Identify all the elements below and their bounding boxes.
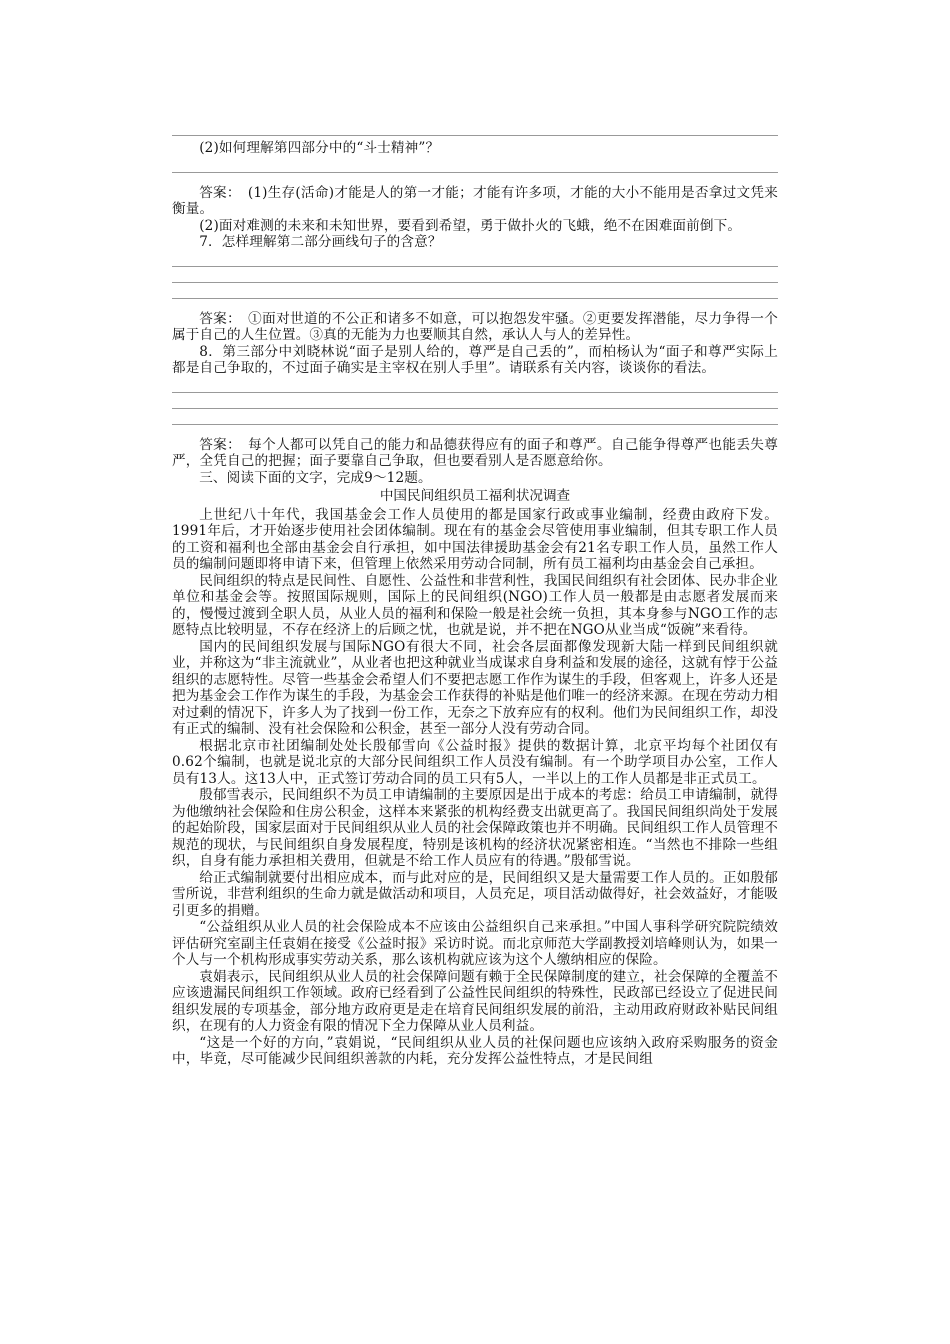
section-3-heading: 三、阅读下面的文字，完成9～12题。 [199,469,432,486]
question-6-part-2: (2)如何理解第四部分中的“斗士精神”？ [199,140,440,156]
article-title: 中国民间组织员工福利状况调查 [379,488,571,504]
answer-line [172,283,778,299]
answer-line [172,251,778,267]
answer-line [172,157,778,173]
answer-6-part-2: (2)面对难测的未来和未知世界，要看到希望，勇于做扑火的飞蛾，绝不在困难面前倒下。 [199,217,742,234]
article-paragraph-7: “公益组织从业人员的社会保险成本不应该由公益组织自己来承担。”中国人事科学研究院院绩效评估研究室副主任袁娟在接受《公益时报》采访时说。而北京师范大学副教授刘培峰则认为，如果一个人与一个机构形成事实劳动关系，那么该机构就应该为这个人缴纳相应的保险。 [172,919,778,968]
answer-6-part-1: 答案： (1)生存(活命)才能是人的第一才能；才能有许多项，才能的大小不能用是否拿过文凭来衡量。 [172,184,778,217]
answer-8: 答案： 每个人都可以凭自己的能力和品德获得应有的面子和尊严。自己能争得尊严也能丢失尊严，全凭自己的把握；面子要靠自己争取，但也要看别人是否愿意给你。 [172,436,778,469]
question-8: 8．第三部分中刘晓林说“面子是别人给的，尊严是自己丢的”，而柏杨认为“面子和尊严实际上都是自己争取的，不过面子确实是主宰权在别人手里”。请联系有关内容，谈谈你的看法。 [172,343,778,376]
article-paragraph-4: 根据北京市社团编制处处长殷郁雪向《公益时报》提供的数据计算，北京平均每个社团仅有0.62个编制，也就是说北京的大部分民间组织工作人员没有编制。有一个助学项目办公室，工作人员有13人。这13人中，正式签订劳动合同的员工只有5人，一半以上的工作人员都是非正式员工。 [172,737,778,787]
question-7: 7．怎样理解第二部分画线句子的含意？ [199,234,442,250]
answer-line [172,409,778,425]
answer-line [172,377,778,393]
article-paragraph-8: 袁娟表示，民间组织从业人员的社会保障问题有赖于全民保障制度的建立，社会保障的全覆盖不应该遗漏民间组织工作领域。政府已经看到了公益性民间组织的特殊性，民政部已经设立了促进民间组织发展的专项基金，部分地方政府更是走在培育民间组织发展的前沿，主动用政府财政补贴民间组织，在现有的人力资金有限的情况下全力保障从业人员利益。 [172,968,778,1034]
article-paragraph-5: 殷郁雪表示，民间组织不为员工申请编制的主要原因是出于成本的考虑：给员工申请编制，就得为他缴纳社会保险和住房公积金，这样本来紧张的机构经费支出就更高了。我国民间组织尚处于发展的起始阶段，国家层面对于民间组织从业人员的社会保障政策也并不明确。民间组织工作人员管理不规范的现状，与民间组织自身发展程度，特别是该机构的经济状况紧密相连。“当然也不排除一些组织，自身有能力承担相关费用，但就是不给工作人员应有的待遇。”殷郁雪说。 [172,787,778,869]
article-paragraph-1: 上世纪八十年代，我国基金会工作人员使用的都是国家行政或事业编制，经费由政府下发。1991年后，才开始逐步使用社会团体编制。现在有的基金会尽管使用事业编制，但其专职工作人员的工资和福利也全部由基金会自行承担，如中国法律援助基金会有21名专职工作人员，虽然工作人员的编制问题即将申请下来，但管理上依然采用劳动合同制，所有员工福利均由基金会自己承担。 [172,506,778,572]
article-paragraph-6: 给正式编制就要付出相应成本，而与此对应的是，民间组织又是大量需要工作人员的。正如殷郁雪所说，非营利组织的生命力就是做活动和项目，人员充足，项目活动做得好，社会效益好，才能吸引更多的捐赠。 [172,869,778,919]
answer-line [172,393,778,409]
article-paragraph-3: 国内的民间组织发展与国际NGO有很大不同，社会各层面都像发现新大陆一样到民间组织就业，并称这为“非主流就业”，从业者也把这种就业当成谋求自身利益和发展的途径，这就有悖于公益组织的志愿特性。尽管一些基金会希望人们不要把志愿工作作为谋生的手段，但客观上，许多人还是把为基金会工作作为谋生的手段，为基金会工作获得的补贴是他们唯一的经济来源。在现在劳动力相对过剩的情况下，许多人为了找到一份工作，无奈之下放弃应有的权利。他们为民间组织工作，却没有正式的编制、没有社会保险和公积金，甚至一部分人没有劳动合同。 [172,638,778,737]
answer-line [172,267,778,283]
answer-line [172,125,778,136]
answer-7: 答案： ①面对世道的不公正和诸多不如意，可以抱怨发牢骚。②更要发挥潜能，尽力争得一个属于自己的人生位置。③真的无能为力也要顺其自然，承认人与人的差异性。 [172,310,778,343]
article-paragraph-2: 民间组织的特点是民间性、自愿性、公益性和非营利性，我国民间组织有社会团体、民办非企业单位和基金会等。按照国际规则，国际上的民间组织(NGO)工作人员一般都是由志愿者发展而来的，慢慢过渡到全职人员，从业人员的福利和保险一般是社会统一负担，其本身参与NGO工作的志愿特点比较明显，不存在经济上的后顾之忧，也就是说，并不把在NGO从业当成“饭碗”来看待。 [172,572,778,638]
article-paragraph-9: “这是一个好的方向，”袁娟说，“民间组织从业人员的社保问题也应该纳入政府采购服务的资金中，毕竟，尽可能减少民间组织善款的内耗，充分发挥公益性特点，才是民间组 [172,1034,778,1067]
document-page [172,125,778,1068]
